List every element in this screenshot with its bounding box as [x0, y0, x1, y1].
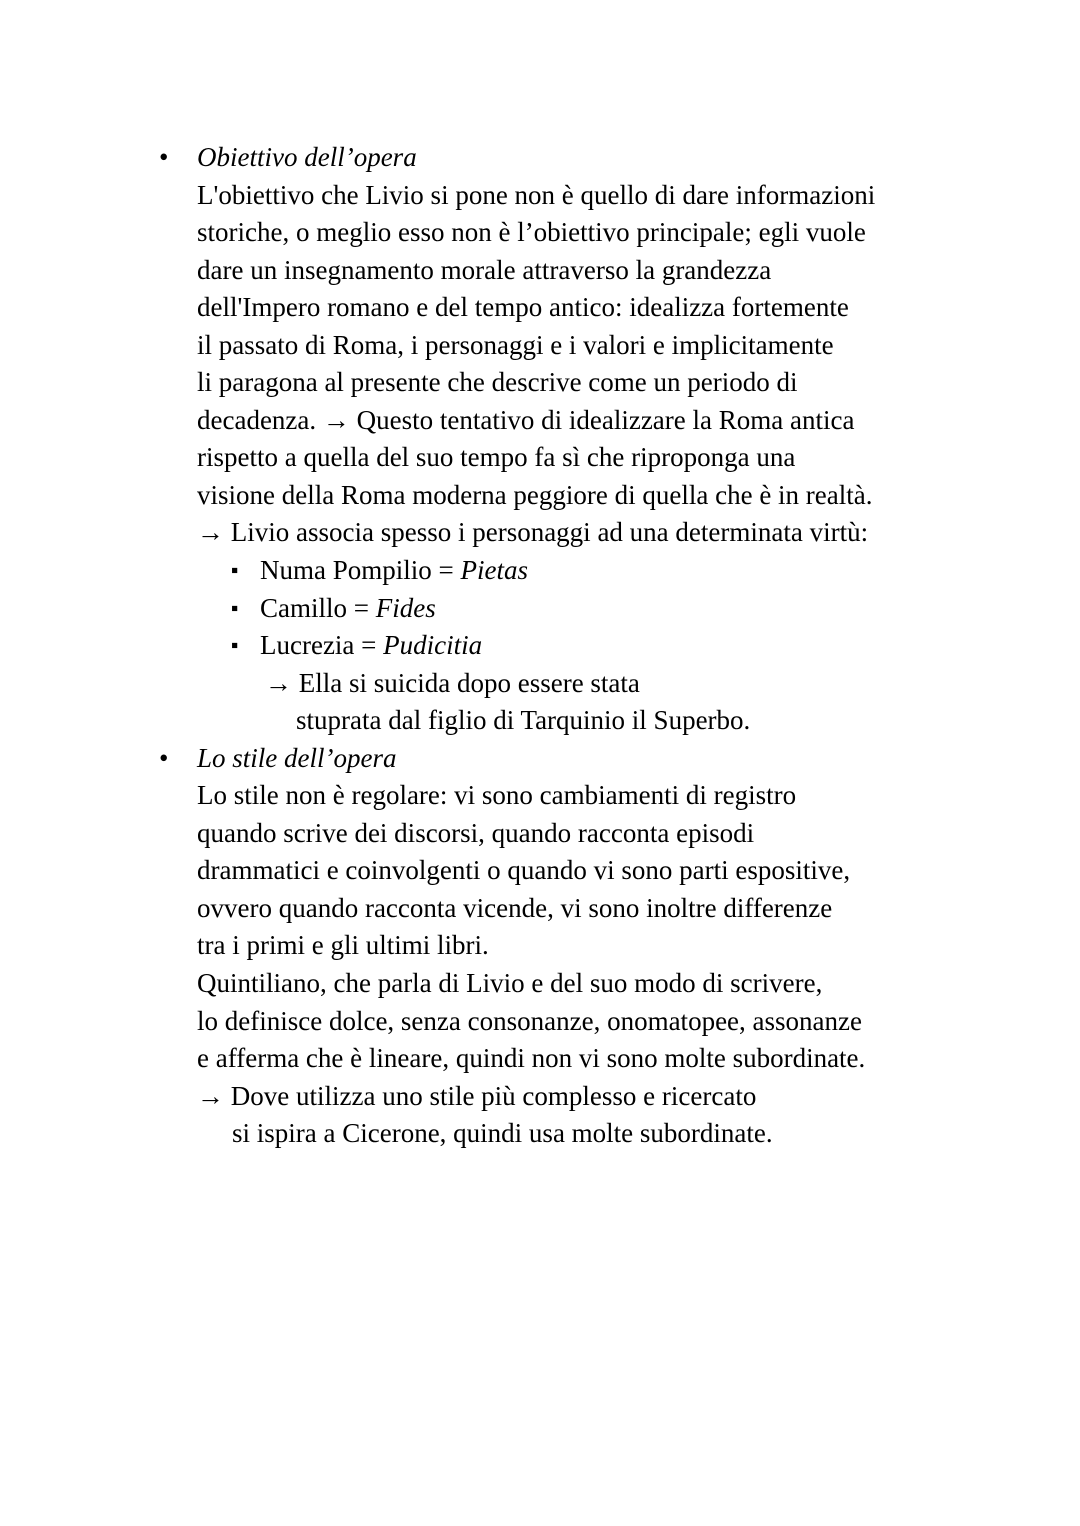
bullet-heading-obiettivo	[0, 139, 1080, 177]
line-text: decadenza. → Questo tentativo di idealizzare la Roma antica	[197, 404, 855, 435]
line-text: Obiettivo dell’opera	[197, 142, 417, 172]
arrow-line	[0, 1078, 1080, 1116]
arrow-line	[0, 514, 1080, 552]
sub-bullet-line	[0, 627, 1080, 665]
line-text: tra i primi e gli ultimi libri.	[197, 930, 489, 961]
bullet-icon: •	[159, 142, 169, 172]
text-line	[0, 364, 1080, 402]
text-line	[0, 927, 1080, 965]
line-text: il passato di Roma, i personaggi e i valori e implicitamente	[197, 329, 834, 360]
text-line	[0, 177, 1080, 215]
square-bullet-icon: ▪	[231, 595, 239, 620]
line-text: stuprata dal figlio di Tarquinio il Superbo.	[296, 705, 751, 736]
bullet-heading-stile	[0, 740, 1080, 778]
text-line	[0, 1040, 1080, 1078]
square-bullet-icon: ▪	[231, 558, 239, 583]
line-text: Numa Pompilio = Pietas	[260, 555, 528, 586]
arrow-line	[0, 665, 1080, 703]
line-text: → Ella si suicida dopo essere stata	[265, 667, 640, 698]
line-text: Lo stile dell’opera	[197, 742, 397, 773]
text-line	[0, 815, 1080, 853]
text-line	[0, 477, 1080, 515]
sub-bullet-line	[0, 590, 1080, 628]
line-text: storiche, o meglio esso non è l’obiettivo principale; egli vuole	[197, 217, 866, 248]
line-text: Lucrezia = Pudicitia	[260, 630, 483, 661]
line-text: Quintiliano, che parla di Livio e del suo modo di scrivere,	[197, 968, 823, 999]
line-text: dare un insegnamento morale attraverso la grandezza	[197, 254, 772, 285]
line-text: → Dove utilizza uno stile più complesso e ricercato	[197, 1080, 757, 1111]
document-content	[0, 139, 1080, 1153]
line-text: visione della Roma moderna peggiore di quella che è in realtà.	[197, 479, 873, 510]
text-line	[0, 965, 1080, 1003]
text-line	[0, 1003, 1080, 1041]
text-line	[0, 214, 1080, 252]
text-line	[0, 402, 1080, 440]
text-line	[0, 890, 1080, 928]
line-text: quando scrive dei discorsi, quando racconta episodi	[197, 817, 755, 848]
sub-bullet-line	[0, 552, 1080, 590]
square-bullet-icon: ▪	[231, 633, 239, 658]
line-text: si ispira a Cicerone, quindi usa molte subordinate.	[232, 1118, 773, 1149]
text-line	[0, 1115, 1080, 1153]
line-text: li paragona al presente che descrive come un periodo di	[197, 367, 798, 398]
text-line	[0, 327, 1080, 365]
line-text: drammatici e coinvolgenti o quando vi sono parti espositive,	[197, 855, 851, 886]
line-text: ovvero quando racconta vicende, vi sono inoltre differenze	[197, 892, 833, 923]
line-text: L'obiettivo che Livio si pone non è quello di dare informazioni	[197, 179, 876, 210]
line-text: rispetto a quella del suo tempo fa sì che riproponga una	[197, 442, 796, 473]
line-text: → Livio associa spesso i personaggi ad una determinata virtù:	[197, 517, 869, 548]
line-text: dell'Impero romano e del tempo antico: idealizza fortemente	[197, 292, 849, 323]
line-text: Lo stile non è regolare: vi sono cambiamenti di registro	[197, 780, 797, 811]
text-line	[0, 439, 1080, 477]
line-text: lo definisce dolce, senza consonanze, onomatopee, assonanze	[197, 1005, 862, 1036]
text-line	[0, 777, 1080, 815]
text-line	[0, 852, 1080, 890]
bullet-icon: •	[159, 742, 169, 773]
line-text: e afferma che è lineare, quindi non vi sono molte subordinate.	[197, 1043, 866, 1074]
text-line	[0, 289, 1080, 327]
line-text: Camillo = Fides	[260, 592, 436, 623]
text-line	[0, 702, 1080, 740]
text-line	[0, 252, 1080, 290]
